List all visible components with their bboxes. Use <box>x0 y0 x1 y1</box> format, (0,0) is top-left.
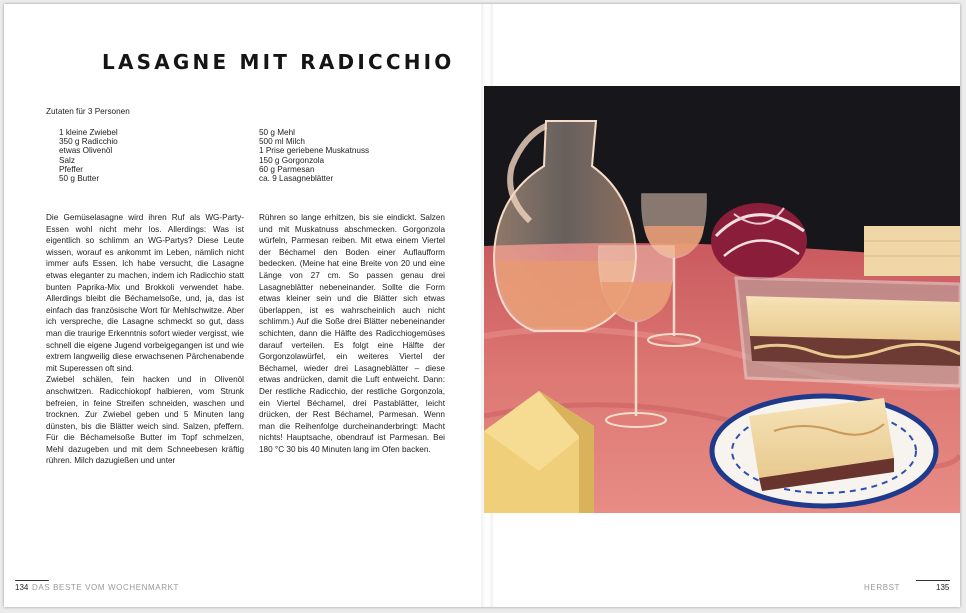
ingredient-item: Salz <box>59 155 75 165</box>
photo-illustration <box>484 86 960 513</box>
pasta-sheets <box>864 226 960 276</box>
ingredient-list-2 <box>259 128 369 183</box>
body-text-column-1 <box>46 212 244 467</box>
ingredient-item: 50 g Mehl <box>259 128 295 137</box>
body-paragraph: Rühren so lange erhitzen, bis sie eindickt. Salzen und mit Muskatnuss abschmecken. Gorgonzola würfeln, Parmesan reiben. Mit etwa einem Viertel der Béchamel den Boden einer Auflaufform bedecken. (Meine hat eine Breite von 20 und eine Länge von 27 cm. So passen genau drei Lasagneblätter nebeneinander. Sollte die Form etwas kleiner sein und die Blätter sich etwas überlappen, ist es wahrscheinlich auch nicht schlimm.) Auf die Soße drei Blätter nebeneinander schichten, dann die Hälfte des Radicchiogemüses darauf verteilen. Es folgt eine Hälfte der Gorgonzolawürfel, ein weiteres Viertel der Béchamel, wieder drei Lasagneblätter – diese etwas andrücken, damit die Luft entweicht. Dann: Der restliche Radicchio, der restliche Gorgonzola, ein Viertel Béchamel, drei Pastablätter, leicht drücken, der Rest Béchamel, Parmesan. Wenn man die Reihenfolge durcheinanderbringt: Macht nichts! Hauptsache, obendrauf ist Parmesan. Bei 180 °C 30 bis 40 Minuten lang im Ofen backen. <box>259 213 445 454</box>
running-head-left: DAS BESTE VOM WOCHENMARKT <box>32 583 180 592</box>
book-spread <box>4 4 960 607</box>
body-paragraph: Die Gemüselasagne wird ihren Ruf als WG-Party-Essen wohl nicht mehr los. Allerdings: Was ist eigentlich so schlimm an WG-Partys? Diese Leute wissen, worauf es ankommt im Leben, nämlich nicht immer aufs Essen. Ich habe versucht, die Lasagne etwas eleganter zu machen, indem ich Radicchio statt bunten Paprika-Mix und Brokkoli verwendet habe. Allerdings bleibt die Béchamelsoße, und, ja, das ist einfach das französische Wort für Mehlschwitze. Aber ich verspreche, die Lasagne schmeckt so gut, dass man die traurige Erkenntnis sofort wieder vergisst, wie schnell die eigene Jugend vorbeigegangen ist und wie extrem langweilig diese erwachsenen Pärchenabende mit Superessen oft sind. <box>46 213 244 373</box>
lasagne-photo <box>484 86 960 513</box>
ingredient-item: 350 g Radicchio <box>59 137 118 147</box>
ingredient-item: 1 Prise geriebene Muskatnuss <box>259 146 370 156</box>
radicchio-head <box>711 203 807 279</box>
portions-label: Zutaten für 3 Personen <box>46 107 130 116</box>
ingredient-item: ca. 9 Lasagneblätter <box>259 174 334 184</box>
ingredient-item: 150 g Gorgonzola <box>259 155 325 165</box>
footer-rule-left <box>15 580 49 581</box>
ingredient-list-1 <box>59 128 118 183</box>
ingredient-item: 60 g Parmesan <box>259 164 315 174</box>
footer-rule-right <box>916 580 950 581</box>
plate-with-lasagne <box>712 396 936 506</box>
ingredient-item: 50 g Butter <box>59 174 100 184</box>
ingredient-item: 500 ml Milch <box>259 137 305 147</box>
baking-dish <box>736 278 960 386</box>
recipe-title: LASAGNE MIT RADICCHIO <box>102 50 455 74</box>
ingredient-item: Pfeffer <box>59 164 83 174</box>
running-head-right: HERBST <box>864 583 901 592</box>
ingredient-item: etwas Olivenöl <box>59 146 113 156</box>
body-text-column-2 <box>259 212 445 455</box>
ingredient-item: 1 kleine Zwiebel <box>59 128 118 137</box>
page-number-right: 135 <box>936 583 950 592</box>
body-paragraph: Zwiebel schälen, fein hacken und in Olivenöl anschwitzen. Radicchiokopf halbieren, vom Strunk befreien, in feine Streifen schneiden, waschen und trocknen. Zur Zwiebel geben und 5 Minuten lang dünsten, bis die Blätter weich sind. Salzen, pfeffern. Für die Béchamelsoße Butter im Topf schmelzen, Mehl dazugeben und mit dem Schneebesen kräftig rühren. Milch dazugießen und unter <box>46 375 244 466</box>
page-number-left: 134 <box>15 583 29 592</box>
